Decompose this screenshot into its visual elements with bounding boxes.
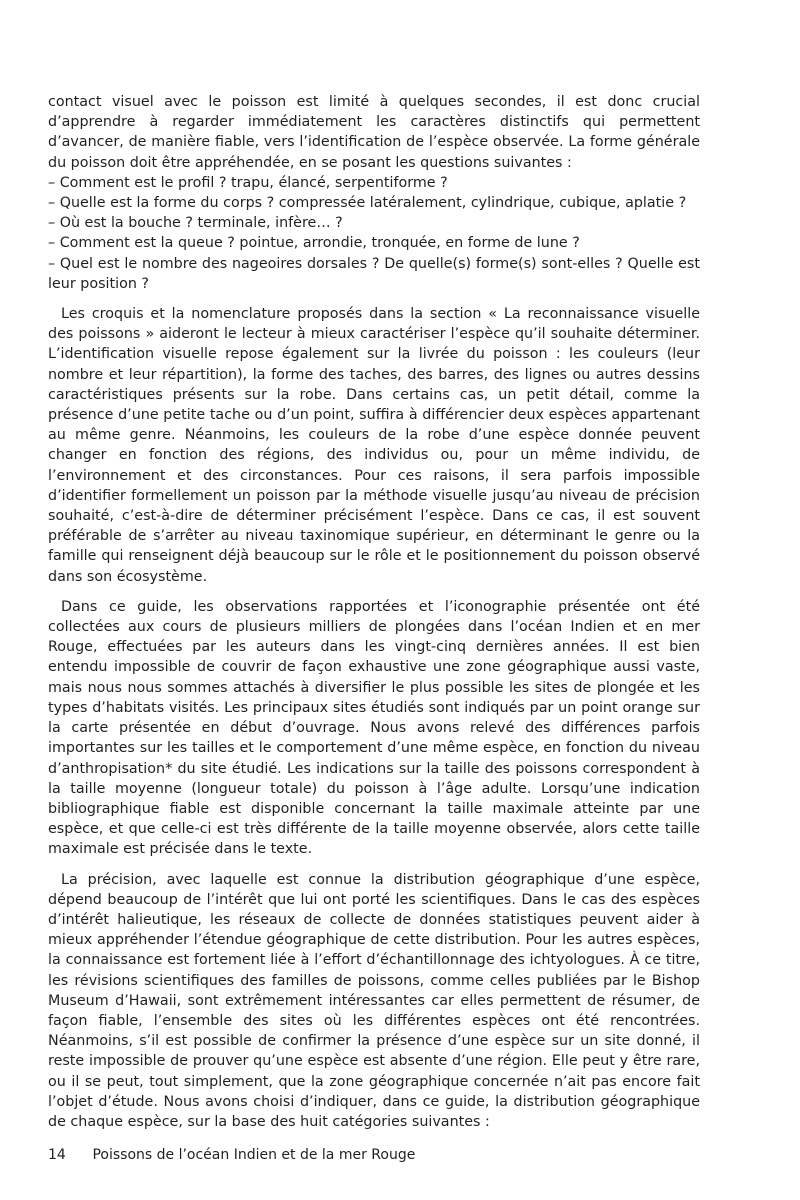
question-item: – Où est la bouche ? terminale, infère… ? (48, 215, 343, 232)
question-item: – Quel est le nombre des nageoires dorsales ? De quelle(s) forme(s) sont-elles ? Quelle est leur position ? (48, 255, 700, 292)
body-paragraph-distribution: La précision, avec laquelle est connue la distribution géographique d’une espèce, dépend beaucoup de l’intérêt que lui ont porté les scientifiques. Dans le cas des espèces d’intérêt halieutique, les réseaux de collecte de données statistiques peuvent aider à mieux appréhender l’étendue géographique de cette distribution. Pour les autres espèces, la connaissance est fortement liée à l’effort d’échantillonnage des ichtyologues. À ce titre, les révisions scientifiques des familles de poissons, comme celles publiées par le Bishop Museum d’Hawaii, sont extrêmement intéressantes car elles permettent de résumer, de façon fiable, l’ensemble des sites où les différentes espèces ont été rencontrées. Néanmoins, s’il est possible de confirmer la présence d’une espèce sur un site donné, il reste impossible de prouver qu’une espèce est absente d’une région. Elle peut y être rare, ou il se peut, tout simplement, que la zone géographique concernée n’ait pas encore fait l’objet d’étude. Nous avons choisi d’indiquer, dans ce guide, la distribution géographique de chaque espèce, sur la base des huit catégories suivantes : (48, 871, 700, 1130)
question-item: – Quelle est la forme du corps ? compressée latéralement, cylindrique, cubique, aplatie ? (48, 195, 687, 212)
page-number: 14 (48, 1147, 66, 1163)
question-item: – Comment est le profil ? trapu, élancé, serpentiforme ? (48, 174, 448, 191)
body-paragraph-identification: Les croquis et la nomenclature proposés dans la section « La reconnaissance visuelle des poissons » aideront le lecteur à mieux caractériser l’espèce qu’il souhaite déterminer. L’identification visuelle repose également sur la livrée du poisson : les couleurs (leur nombre et leur répartition), la forme des taches, des barres, des lignes ou autres dessins caractéristiques présents sur la robe. Dans certains cas, un petit détail, comme la présence d’une petite tache ou d’un point, suffira à différencier deux espèces appartenant au même genre. Néanmoins, les couleurs de la robe d’une espèce donnée peuvent changer en fonction des régions, des individus ou, pour un même individu, de l’environnement et des circonstances. Pour ces raisons, il sera parfois impossible d’identifier formellement un poisson par la méthode visuelle jusqu’au niveau de précision souhaité, c’est-à-dire de déterminer précisément l’espèce. Dans ce cas, il est souvent préférable de s’arrêter au niveau taxinomique supérieur, en déterminant le genre ou la famille qui renseignent déjà beaucoup sur le rôle et le positionnement du poisson observé dans son écosystème. (48, 306, 700, 585)
body-paragraph-observations: Dans ce guide, les observations rapportées et l’iconographie présentée ont été collectées aux cours de plusieurs milliers de plongées dans l’océan Indien et en mer Rouge, effectuées par les auteurs dans les vingt-cinq dernières années. Il est bien entendu impossible de couvrir de façon exhaustive une zone géographique aussi vaste, mais nous nous sommes attachés à diversifier le plus possible les sites de plongée et les types d’habitats visités. Les principaux sites étudiés sont indiqués par un point orange sur la carte présentée en début d’ouvrage. Nous avons relevé des différences parfois importantes sur les tailles et le comportement d’une même espèce, en fonction du niveau d’anthropisation* du site étudié. Les indications sur la taille des poissons correspondent à la taille moyenne (longueur totale) du poisson à l’âge adulte. Lorsqu’une indication bibliographique fiable est disponible concernant la taille maximale atteinte par une espèce, et que celle-ci est très différente de la taille moyenne observée, alors cette taille maximale est précisée dans le texte. (48, 598, 700, 858)
page-footer (48, 1146, 415, 1164)
intro-paragraph: contact visuel avec le poisson est limité à quelques secondes, il est donc crucial d’apprendre à regarder immédiatement les caractères distinctifs qui permettent d’avancer, de manière fiable, vers l’identification de l’espèce observée. La forme générale du poisson doit être appréhendée, en se posant les questions suivantes : (48, 94, 700, 171)
page-body (48, 92, 700, 1132)
question-item: – Comment est la queue ? pointue, arrondie, tronquée, en forme de lune ? (48, 235, 580, 252)
running-head: Poissons de l’océan Indien et de la mer Rouge (92, 1147, 416, 1163)
